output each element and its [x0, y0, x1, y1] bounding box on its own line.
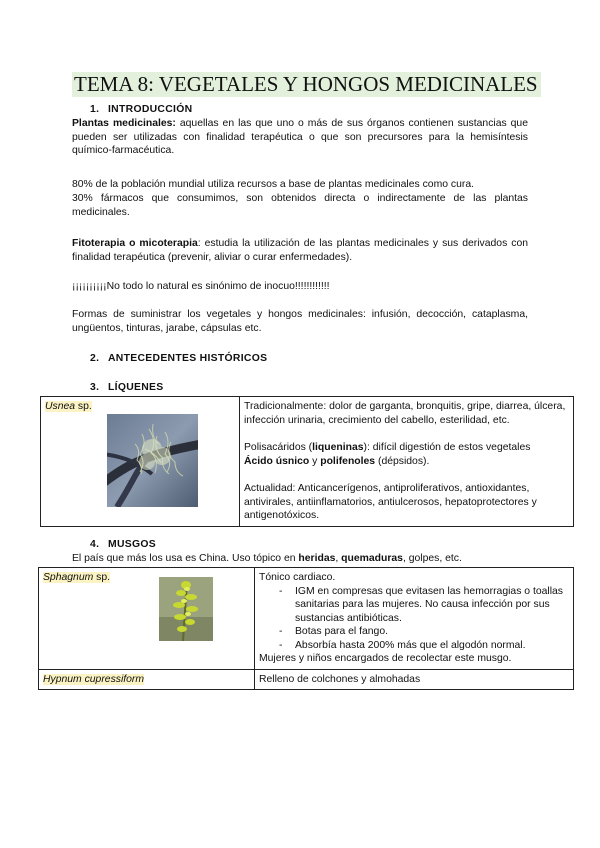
- usnea-description-cell: [240, 397, 574, 527]
- sphagnum-tonic: Tónico cardiaco.: [259, 572, 336, 583]
- section-heading-musgos: 4. MUSGOS: [90, 539, 156, 550]
- section-heading-introduccion: 1. INTRODUCCIÓN: [90, 104, 193, 115]
- usnea-acids: Ácido úsnico y polifenoles (dépsidos).: [244, 455, 430, 467]
- sphagnum-photo: [159, 577, 213, 641]
- usnea-species-label: Usnea sp.: [45, 401, 92, 412]
- hypnum-cell: [39, 669, 255, 690]
- musgos-intro: El país que más los usa es China. Uso tópico en heridas, quemaduras, golpes, etc.: [72, 553, 462, 564]
- hypnum-species-label: Hypnum cupressiform: [43, 673, 145, 685]
- list-item: - Absorbía hasta 200% más que el algodón normal.: [279, 639, 569, 653]
- definition-paragraph: Plantas medicinales: aquellas en las que uno o más de sus órganos contienen sustancias que pueden ser utilizadas con finalidad terapéutica o que son precursores para la hemisíntesis químico-farmacéutica.: [72, 118, 528, 156]
- list-item: - Botas para el fango.: [279, 625, 569, 639]
- sphagnum-species-label: Sphagnum sp.: [43, 572, 111, 583]
- section-heading-antecedentes: 2. ANTECEDENTES HISTÓRICOS: [90, 353, 268, 364]
- warning-line: ¡¡¡¡¡¡¡¡¡¡No todo lo natural es sinónimo de inocuo!!!!!!!!!!!!: [72, 281, 330, 292]
- fitoterapia-paragraph: Fitoterapia o micoterapia: estudia la utilización de las plantas medicinales y sus derivados con finalidad terapéutica (prevenir, aliviar o curar enfermedades).: [72, 238, 528, 263]
- stat-paragraph-2: 30% fármacos que consumimos, son obtenidos directa o indirectamente de las plantas medicinales.: [72, 193, 528, 218]
- liquenes-table: [40, 396, 574, 527]
- page-title: TEMA 8: VEGETALES Y HONGOS MEDICINALES: [72, 72, 541, 97]
- definition-term: Plantas medicinales:: [72, 118, 176, 129]
- forms-paragraph: Formas de suministrar los vegetales y hongos medicinales: infusión, decocción, cataplasma, ungüentos, tinturas, jarabe, cápsulas etc.: [72, 309, 528, 334]
- sphagnum-cell: [39, 568, 255, 670]
- musgos-table: [38, 567, 574, 690]
- sphagnum-description-cell: [255, 568, 574, 670]
- fitoterapia-term: Fitoterapia o micoterapia: [72, 238, 198, 249]
- usnea-cell: [41, 397, 240, 527]
- sphagnum-collectors: Mujeres y niños encargados de recolectar este musgo.: [259, 653, 512, 664]
- usnea-polysaccharides: Polisacáridos (liqueninas): difícil digestión de estos vegetales: [244, 442, 531, 453]
- sphagnum-uses-list: [259, 585, 569, 653]
- section-heading-liquenes: 3. LÍQUENES: [90, 382, 164, 393]
- hypnum-use-cell: Relleno de colchones y almohadas: [255, 669, 574, 690]
- usnea-traditional-uses: Tradicionalmente: dolor de garganta, bronquitis, gripe, diarrea, úlcera, infección urinaria, crecimiento del cabello, esterilidad, etc.: [244, 401, 566, 426]
- usnea-current-uses: Actualidad: Anticancerígenos, antiproliferativos, antioxidantes, antivirales, antiinflamatorios, antiulcerosos, hepatoprotectores y antigenotóxicos.: [244, 483, 537, 521]
- stat-paragraph-1: 80% de la población mundial utiliza recursos a base de plantas medicinales como cura.: [72, 179, 474, 190]
- usnea-photo: [107, 414, 198, 507]
- list-item: - IGM en compresas que evitasen las hemorragias o toallas sanitarias para las mujeres. No causa infección por sus sustancias antibióticas.: [279, 585, 569, 626]
